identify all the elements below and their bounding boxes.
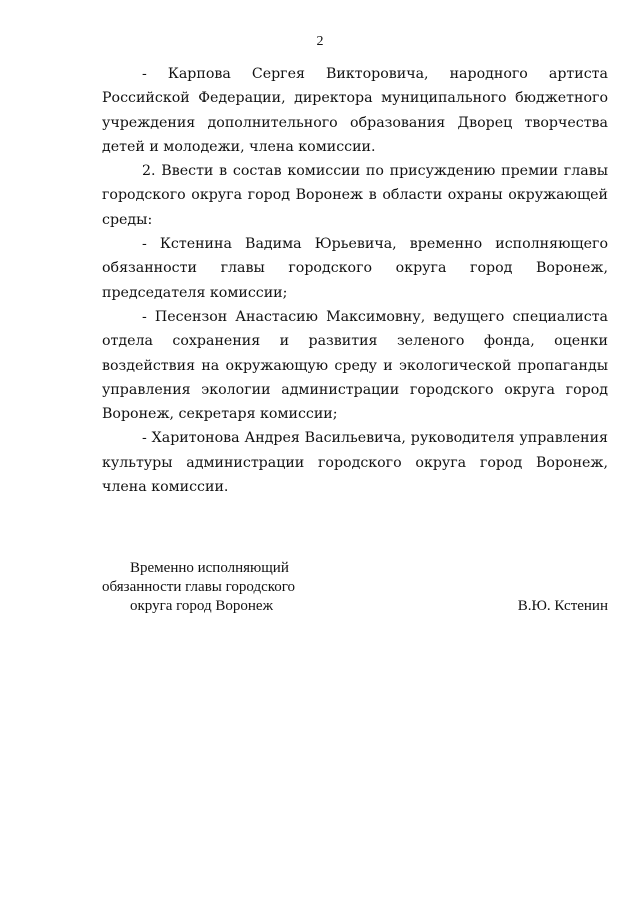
signatory-position-line-2: обязанности главы городского (102, 579, 296, 595)
paragraph-karpov: - Карпова Сергея Викторовича, народного артиста Российской Федерации, директора муниципального бюджетного учреждения дополнительного образования Дворец творчества детей и молодежи, члена комиссии. (102, 66, 608, 155)
page-number: 2 (316, 34, 324, 49)
signature-block (102, 558, 608, 618)
paragraph-pesenzon: - Песензон Анастасию Максимовну, ведущего специалиста отдела сохранения и развития зеленого фонда, оценки воздействия на окружающую среду и экологической пропаганды управления экологии администрации городского округа город Воронеж, секретаря комиссии; (102, 308, 608, 423)
paragraph-kstenin: - Кстенина Вадима Юрьевича, временно исполняющего обязанности главы городского округа город Воронеж, председателя комиссии; (102, 236, 608, 301)
document-body (102, 62, 608, 499)
paragraph-kharitonov: - Харитонова Андрея Васильевича, руководителя управления культуры администрации городского округа город Воронеж, члена комиссии. (102, 430, 608, 496)
signatory-position-line-1: Временно исполняющий (130, 560, 289, 576)
signatory-position-line-3: округа город Воронеж (130, 598, 273, 614)
paragraph-item-2: 2. Ввести в состав комиссии по присуждению премии главы городского округа город Воронеж в области охраны окружающей среды: (102, 163, 608, 228)
signatory-name: В.Ю. Кстенин (517, 598, 608, 614)
